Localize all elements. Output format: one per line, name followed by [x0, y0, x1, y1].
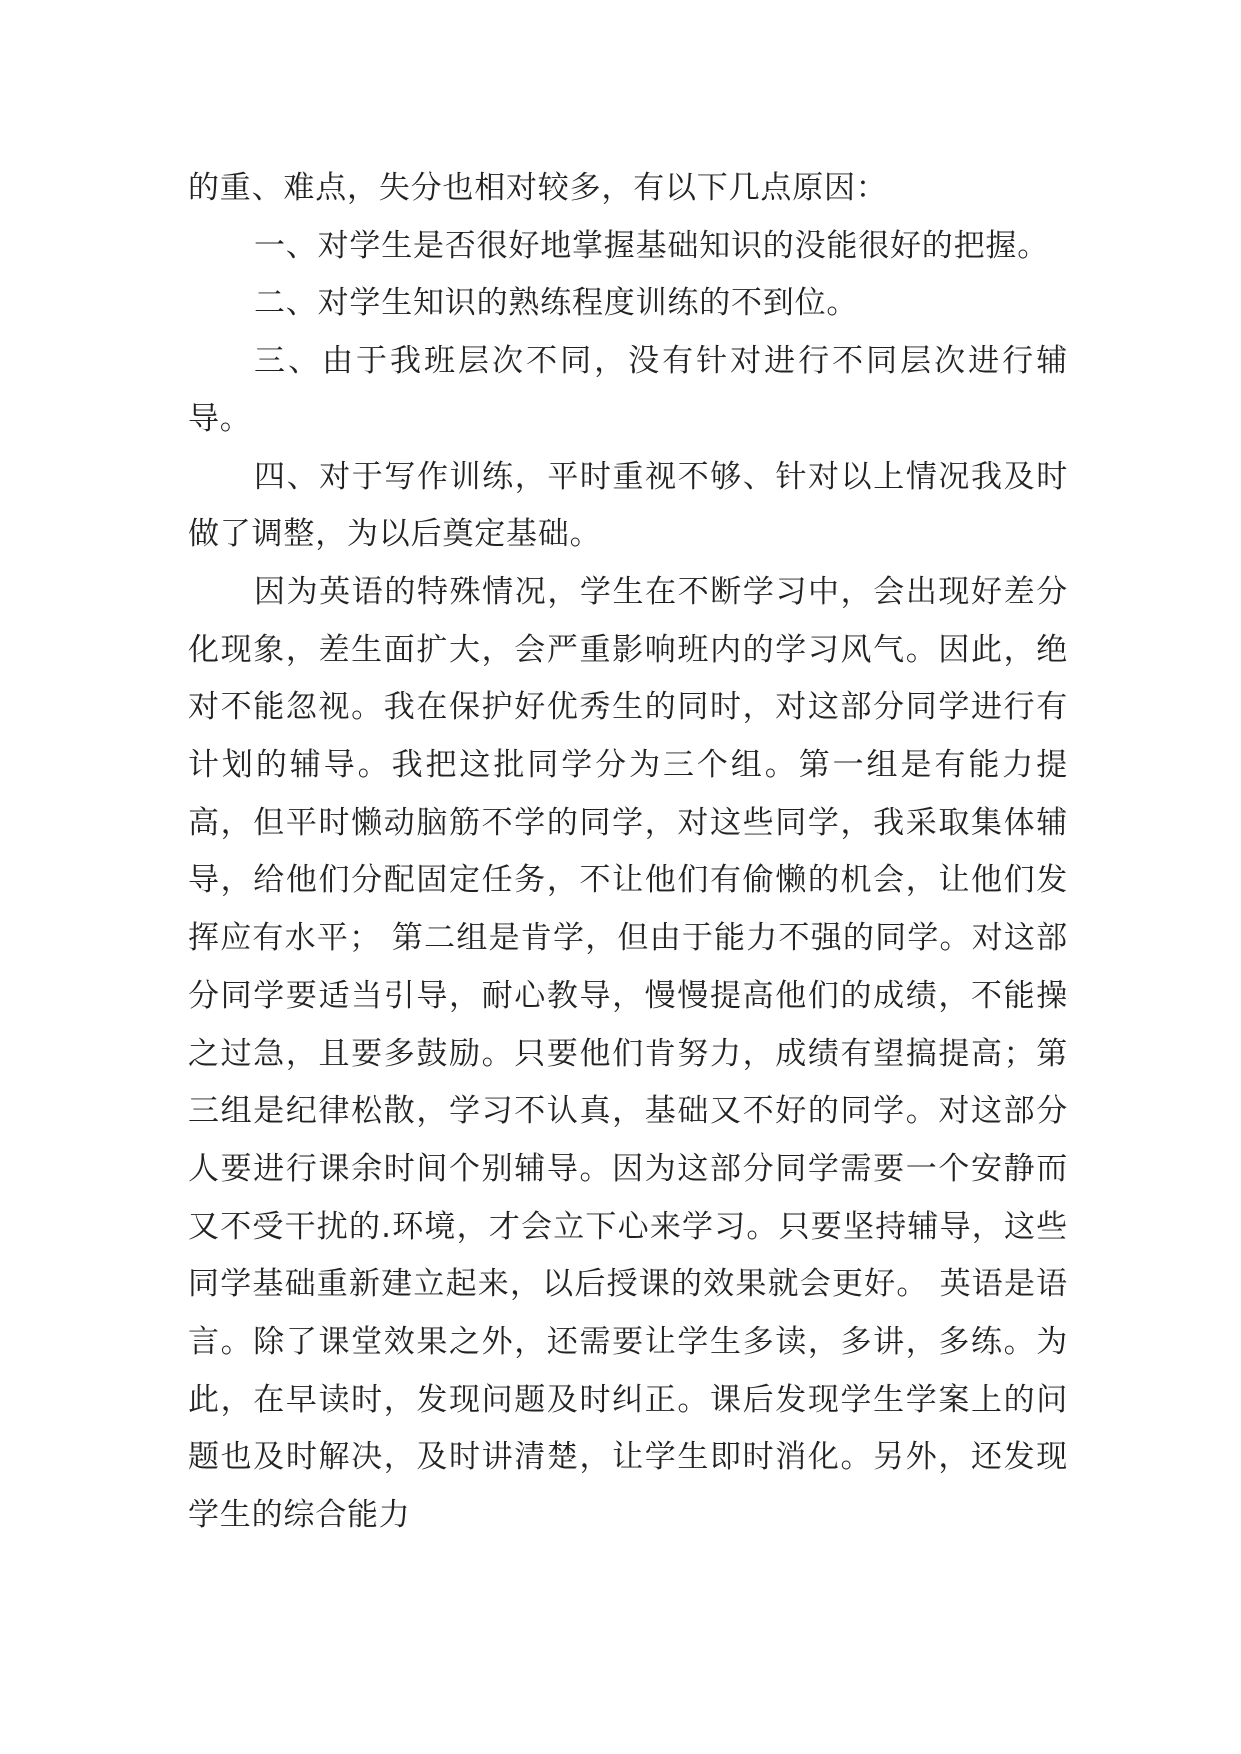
paragraph: 因为英语的特殊情况，学生在不断学习中，会出现好差分化现象，差生面扩大，会严重影响班内的学习风气。因此，绝对不能忽视。我在保护好优秀生的同时，对这部分同学进行有计划的辅导。我把这批同学分为三个组。第一组是有能力提高，但平时懒动脑筋不学的同学，对这些同学，我采取集体辅导，给他们分配固定任务，不让他们有偷懒的机会，让他们发挥应有水平； 第二组是肯学，但由于能力不强的同学。对这部分同学要适当引导，耐心教导，慢慢提高他们的成绩，不能操之过急，且要多鼓励。只要他们肯努力，成绩有望搞提高；第三组是纪律松散，学习不认真，基础又不好的同学。对这部分人要进行课余时间个别辅导。因为这部分同学需要一个安静而又不受干扰的.环境，才会立下心来学习。只要坚持辅导，这些同学基础重新建立起来，以后授课的效果就会更好。 英语是语言。除了课堂效果之外，还需要让学生多读，多讲，多练。为此，在早读时，发现问题及时纠正。课后发现学生学案上的问题也及时解决，及时讲清楚，让学生即时消化。另外，还发现学生的综合能力	[188, 573, 1068, 1534]
paragraph: 二、对学生知识的熟练程度训练的不到位。	[254, 285, 859, 322]
paragraph: 三、由于我班层次不同，没有针对进行不同层次进行辅导。	[188, 343, 1068, 437]
paragraph: 四、对于写作训练，平时重视不够、针对以上情况我及时做了调整，为以后奠定基础。	[188, 458, 1068, 553]
paragraph: 的重、难点，失分也相对较多，有以下几点原因：	[188, 170, 888, 206]
body-text	[188, 160, 1068, 1545]
paragraph: 一、对学生是否很好地掌握基础知识的没能很好的把握。	[254, 227, 1049, 264]
